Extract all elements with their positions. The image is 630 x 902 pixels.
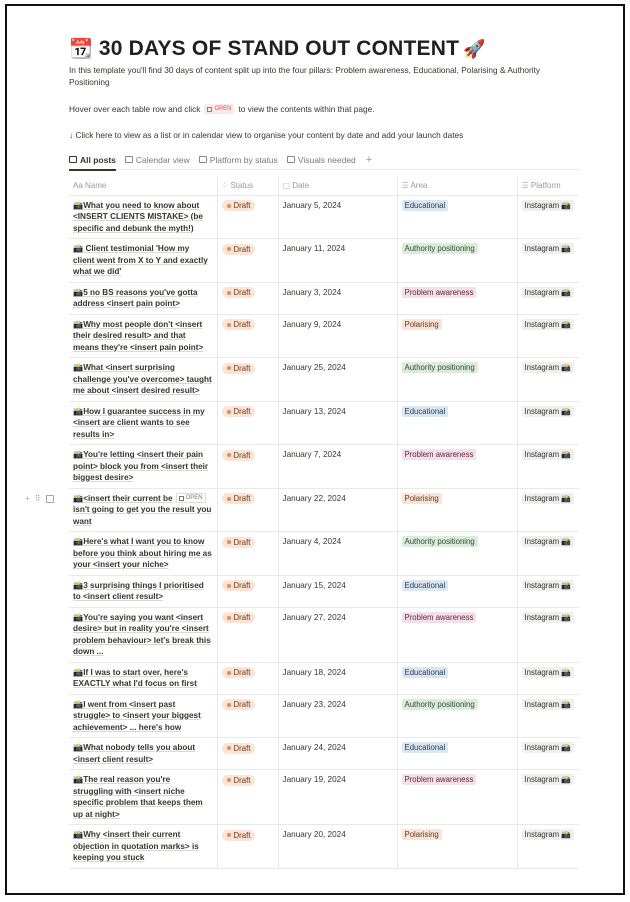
- status-badge: [222, 580, 256, 591]
- cell-name[interactable]: [69, 607, 217, 662]
- view-icon: [199, 156, 207, 163]
- area-tag: Educational: [402, 200, 449, 211]
- cell-area[interactable]: [397, 770, 517, 825]
- cell-status[interactable]: [217, 607, 278, 662]
- cell-area[interactable]: [397, 314, 517, 358]
- cell-name[interactable]: [69, 195, 217, 239]
- table-row[interactable]: [69, 239, 579, 283]
- cell-name[interactable]: [69, 401, 217, 445]
- platform-tag: Instagram 📸: [522, 200, 575, 211]
- post-name[interactable]: 📸<insert their current be: [73, 493, 173, 503]
- hover-text-before: Hover over each table row and click: [69, 104, 201, 114]
- calendar-icon: 📆: [69, 39, 93, 60]
- area-tag: Educational: [402, 406, 449, 417]
- cell-name[interactable]: [69, 282, 217, 314]
- column-platform-header[interactable]: ☰ Platform: [517, 176, 579, 195]
- cell-area[interactable]: [397, 282, 517, 314]
- column-area-header[interactable]: ☰ Area: [397, 176, 517, 195]
- cell-name[interactable]: [69, 575, 217, 607]
- cell-date[interactable]: January 3, 2024: [278, 282, 397, 314]
- open-pill: [204, 104, 234, 114]
- status-label: Draft: [233, 320, 251, 329]
- cell-name[interactable]: [69, 694, 217, 738]
- cell-area[interactable]: [397, 532, 517, 576]
- area-tag: Problem awareness: [402, 287, 477, 298]
- cell-name[interactable]: [69, 488, 217, 532]
- status-badge: [222, 200, 256, 211]
- status-dot-icon: [227, 778, 231, 782]
- cell-platform[interactable]: [517, 445, 579, 489]
- click-instruction[interactable]: ↓ Click here to view as a list or in calendar view to organise your content by date and add your launch dates: [69, 130, 464, 140]
- area-tag: Authority positioning: [402, 243, 478, 254]
- tab-all-posts[interactable]: [69, 155, 116, 165]
- platform-tag: Instagram 📸: [522, 406, 575, 417]
- cell-date[interactable]: January 15, 2024: [278, 575, 397, 607]
- table-row[interactable]: [69, 532, 579, 576]
- cell-platform[interactable]: [517, 694, 579, 738]
- status-label: Draft: [233, 613, 251, 622]
- page-title-text: 30 DAYS OF STAND OUT CONTENT: [98, 37, 460, 60]
- table-row[interactable]: [69, 314, 579, 358]
- table-row[interactable]: [69, 575, 579, 607]
- cell-date[interactable]: January 13, 2024: [278, 401, 397, 445]
- drag-handle-icon[interactable]: ⠿: [34, 494, 41, 503]
- cell-date[interactable]: January 27, 2024: [278, 607, 397, 662]
- status-dot-icon: [227, 746, 231, 750]
- cell-platform[interactable]: [517, 401, 579, 445]
- cell-date[interactable]: January 7, 2024: [278, 445, 397, 489]
- cell-date[interactable]: January 25, 2024: [278, 358, 397, 402]
- cell-date[interactable]: January 23, 2024: [278, 694, 397, 738]
- status-dot-icon: [227, 584, 231, 588]
- table-row[interactable]: [69, 195, 579, 239]
- table-row[interactable]: [69, 694, 579, 738]
- post-name[interactable]: 📸You're letting <insert their pain point> block you from <insert their biggest desire>: [73, 450, 209, 482]
- status-dot-icon: [227, 703, 231, 707]
- tab-label: Calendar view: [135, 154, 190, 165]
- cell-status[interactable]: [217, 575, 278, 607]
- cell-platform[interactable]: [517, 770, 579, 825]
- platform-tag: Instagram 📸: [522, 699, 575, 710]
- cell-platform[interactable]: [517, 532, 579, 576]
- platform-tag: Instagram 📸: [522, 667, 575, 678]
- tab-calendar-view[interactable]: [125, 155, 190, 165]
- rocket-icon: 🚀: [463, 38, 486, 59]
- cell-name[interactable]: [69, 314, 217, 358]
- add-view-icon[interactable]: +: [365, 153, 373, 166]
- cell-status[interactable]: [217, 488, 278, 532]
- status-badge: [222, 406, 256, 417]
- hover-instruction: [69, 103, 579, 115]
- status-label: Draft: [233, 450, 251, 460]
- cell-area[interactable]: [397, 607, 517, 662]
- tab-platform-by-status[interactable]: [199, 155, 278, 165]
- view-icon: [125, 156, 133, 163]
- area-tag: Polarising: [402, 493, 442, 504]
- cell-status[interactable]: [217, 825, 278, 869]
- platform-tag: Instagram 📸: [522, 362, 575, 373]
- status-badge: [222, 537, 256, 548]
- cell-area[interactable]: [397, 358, 517, 402]
- post-name[interactable]: 📸Here's what I want you to know before you think about hiring me as your <insert your niche>: [73, 537, 212, 569]
- cell-status[interactable]: [217, 694, 278, 738]
- cell-date[interactable]: January 9, 2024: [278, 314, 397, 358]
- cell-area[interactable]: [397, 694, 517, 738]
- page-title: [69, 36, 579, 62]
- post-name[interactable]: 📸The real reason you're struggling with <insert niche specific problem that keeps them up at night>: [73, 775, 203, 819]
- post-name[interactable]: 📸5 no BS reasons you've gotta address <insert pain point>: [73, 287, 198, 308]
- cell-name[interactable]: [69, 662, 217, 694]
- status-badge: [222, 319, 256, 330]
- cell-date[interactable]: January 18, 2024: [278, 662, 397, 694]
- cell-date[interactable]: January 24, 2024: [278, 738, 397, 770]
- cell-status[interactable]: [217, 239, 278, 283]
- status-badge: [222, 743, 256, 754]
- platform-tag: Instagram 📸: [522, 287, 575, 298]
- table-row[interactable]: [69, 825, 579, 869]
- post-name[interactable]: 📸I went from <insert past struggle> to <insert your biggest achievement> ... here's how: [73, 699, 201, 732]
- cell-status[interactable]: [217, 532, 278, 576]
- status-badge: [222, 363, 256, 374]
- post-name[interactable]: 📸What <insert surprising challenge you've overcome> taught me about <insert desired result>: [73, 363, 212, 395]
- view-icon: [287, 156, 295, 163]
- area-tag: Educational: [402, 580, 449, 591]
- table-row[interactable]: [69, 488, 579, 532]
- tab-label: Platform by status: [209, 154, 278, 165]
- cell-area[interactable]: [397, 825, 517, 869]
- area-tag: Problem awareness: [402, 449, 477, 460]
- cell-platform[interactable]: [517, 575, 579, 607]
- area-tag: Problem awareness: [402, 774, 477, 785]
- cell-status[interactable]: [217, 662, 278, 694]
- row-handles: [25, 494, 54, 503]
- post-name[interactable]: 📸What nobody tells you about <insert client result>: [73, 743, 196, 764]
- cell-status[interactable]: [217, 445, 278, 489]
- platform-tag: Instagram 📸: [522, 319, 575, 330]
- cell-status[interactable]: [217, 314, 278, 358]
- post-name[interactable]: 📸Why <insert their current objection in quotation marks> is keeping you stuck: [73, 830, 199, 862]
- platform-tag: Instagram 📸: [522, 829, 575, 840]
- area-tag: Polarising: [402, 829, 442, 840]
- area-tag: Polarising: [402, 319, 442, 330]
- cell-name[interactable]: [69, 445, 217, 489]
- cell-area[interactable]: [397, 445, 517, 489]
- status-badge: [222, 699, 256, 710]
- cell-area[interactable]: [397, 575, 517, 607]
- status-dot-icon: [227, 410, 231, 414]
- area-tag: Educational: [402, 667, 449, 678]
- view-icon: [69, 156, 77, 163]
- intro-text: In this template you'll find 30 days of content split up into the four pillars: Problem awareness, Educational, Polarising & Authority Positioning: [69, 65, 541, 87]
- status-badge: [222, 287, 256, 298]
- status-dot-icon: [227, 323, 231, 327]
- status-label: Draft: [233, 668, 251, 677]
- tab-label: Visuals needed: [297, 154, 356, 165]
- platform-tag: Instagram 📸: [522, 742, 575, 753]
- cell-area[interactable]: [397, 662, 517, 694]
- cell-platform[interactable]: [517, 358, 579, 402]
- status-label: Draft: [233, 775, 251, 785]
- row-checkbox[interactable]: [46, 495, 54, 503]
- cell-status[interactable]: [217, 358, 278, 402]
- open-button-label: OPEN: [185, 495, 203, 502]
- post-name[interactable]: 📸How I guarantee success in my <insert are client wants to see results in>: [73, 406, 205, 439]
- cell-name[interactable]: [69, 825, 217, 869]
- tab-label: All posts: [80, 154, 116, 165]
- table-row[interactable]: [69, 401, 579, 445]
- platform-tag: Instagram 📸: [522, 580, 575, 591]
- platform-tag: Instagram 📸: [522, 774, 575, 785]
- status-dot-icon: [227, 453, 231, 457]
- status-dot-icon: [227, 291, 231, 295]
- table-row[interactable]: [69, 662, 579, 694]
- area-tag: Authority positioning: [402, 699, 478, 710]
- status-badge: [222, 612, 256, 623]
- column-name-header[interactable]: Aa Name: [69, 176, 217, 195]
- status-dot-icon: [227, 247, 231, 251]
- status-dot-icon: [227, 671, 231, 675]
- platform-tag: Instagram 📸: [522, 612, 575, 623]
- open-row-button[interactable]: [176, 493, 206, 503]
- post-name[interactable]: 📸3 surprising things I prioritised to <insert client result>: [73, 580, 204, 601]
- area-tag: Authority positioning: [402, 536, 478, 547]
- status-badge: [222, 450, 256, 461]
- hover-text-after: to view the contents within that page.: [238, 104, 375, 114]
- cell-platform[interactable]: [517, 239, 579, 283]
- view-tabs: [69, 154, 579, 170]
- open-pill-label: OPEN: [214, 106, 232, 112]
- area-tag: Authority positioning: [402, 362, 478, 373]
- table-header-row: [69, 176, 579, 195]
- cell-platform[interactable]: [517, 738, 579, 770]
- platform-tag: Instagram 📸: [522, 536, 575, 547]
- cell-area[interactable]: [397, 239, 517, 283]
- tab-visuals-needed[interactable]: [287, 155, 356, 165]
- cell-name[interactable]: [69, 738, 217, 770]
- cell-name[interactable]: [69, 532, 217, 576]
- post-name[interactable]: 📸Why most people don't <insert their desired result> and that means they're <insert pain point>: [73, 319, 204, 352]
- cell-platform[interactable]: [517, 488, 579, 532]
- cell-platform[interactable]: [517, 607, 579, 662]
- open-icon: [179, 496, 184, 501]
- status-label: Draft: [233, 407, 251, 416]
- cell-area[interactable]: [397, 738, 517, 770]
- cell-area[interactable]: [397, 488, 517, 532]
- open-icon: [207, 107, 212, 112]
- status-label: Draft: [233, 494, 251, 503]
- cell-date[interactable]: January 22, 2024: [278, 488, 397, 532]
- status-label: Draft: [233, 363, 251, 373]
- table-row[interactable]: [69, 445, 579, 489]
- cell-platform[interactable]: [517, 662, 579, 694]
- cell-date[interactable]: January 20, 2024: [278, 825, 397, 869]
- page-frame: [5, 4, 625, 895]
- add-row-icon[interactable]: +: [25, 494, 30, 503]
- post-name[interactable]: 📸What you need to know about <INSERT CLIENTS MISTAKE> (be specific and debunk the myth!): [73, 200, 203, 233]
- status-dot-icon: [227, 366, 231, 370]
- platform-tag: Instagram 📸: [522, 449, 575, 460]
- status-dot-icon: [227, 540, 231, 544]
- table-row[interactable]: [69, 738, 579, 770]
- cell-platform[interactable]: [517, 282, 579, 314]
- cell-name[interactable]: [69, 358, 217, 402]
- status-label: Draft: [233, 830, 251, 840]
- column-date-header[interactable]: ▢ Date: [278, 176, 397, 195]
- posts-table: [69, 176, 579, 869]
- cell-area[interactable]: [397, 401, 517, 445]
- platform-tag: Instagram 📸: [522, 243, 575, 254]
- cell-status[interactable]: [217, 738, 278, 770]
- status-label: Draft: [233, 700, 251, 709]
- cell-platform[interactable]: [517, 195, 579, 239]
- status-label: Draft: [233, 201, 251, 210]
- cell-status[interactable]: [217, 770, 278, 825]
- cell-status[interactable]: [217, 401, 278, 445]
- status-label: Draft: [233, 537, 251, 547]
- status-label: Draft: [233, 288, 251, 297]
- cell-name[interactable]: [69, 239, 217, 283]
- table-row[interactable]: [69, 282, 579, 314]
- area-tag: Educational: [402, 742, 449, 753]
- table-row[interactable]: [69, 358, 579, 402]
- platform-tag: Instagram 📸: [522, 493, 575, 504]
- post-name[interactable]: 📸If I was to start over, here's EXACTLY what I'd focus on first: [73, 667, 197, 688]
- status-badge: [222, 493, 256, 504]
- post-name[interactable]: 📸 Client testimonial 'How my client went from X to Y and exactly what we did': [73, 244, 208, 276]
- cell-date[interactable]: January 19, 2024: [278, 770, 397, 825]
- cell-status[interactable]: [217, 282, 278, 314]
- cell-date[interactable]: January 4, 2024: [278, 532, 397, 576]
- page-content: [69, 6, 579, 869]
- area-tag: Problem awareness: [402, 612, 477, 623]
- column-status-header[interactable]: ⁘ Status: [217, 176, 278, 195]
- status-dot-icon: [227, 204, 231, 208]
- post-name[interactable]: 📸You're saying you want <insert desire> but in reality you're <insert problem behaviour> let's break this down ...: [73, 612, 211, 656]
- table-row[interactable]: [69, 770, 579, 825]
- status-badge: [222, 775, 256, 786]
- table-row[interactable]: [69, 607, 579, 662]
- status-label: Draft: [233, 743, 251, 753]
- status-label: Draft: [233, 244, 251, 254]
- status-badge: [222, 667, 256, 678]
- status-dot-icon: [227, 497, 231, 501]
- status-badge: [222, 244, 256, 255]
- cell-platform[interactable]: [517, 314, 579, 358]
- status-dot-icon: [227, 616, 231, 620]
- cell-date[interactable]: January 5, 2024: [278, 195, 397, 239]
- status-label: Draft: [233, 581, 251, 590]
- status-badge: [222, 830, 256, 841]
- post-name-rest[interactable]: isn't going to get you the result you want: [73, 505, 212, 526]
- status-dot-icon: [227, 833, 231, 837]
- cell-status[interactable]: [217, 195, 278, 239]
- cell-date[interactable]: January 11, 2024: [278, 239, 397, 283]
- cell-area[interactable]: [397, 195, 517, 239]
- cell-name[interactable]: [69, 770, 217, 825]
- cell-platform[interactable]: [517, 825, 579, 869]
